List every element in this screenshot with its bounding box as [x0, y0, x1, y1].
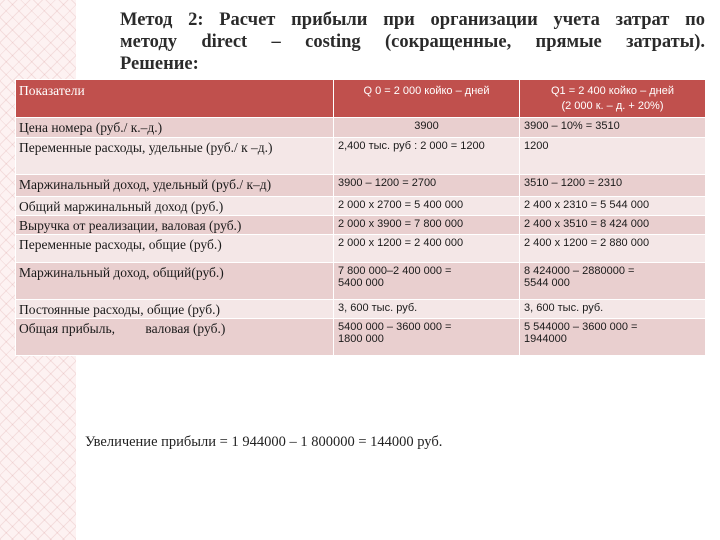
row-q1-line2: 1944000 [524, 333, 567, 345]
table-row [16, 175, 706, 197]
row-label: Маржинальный доход, удельный (руб./ к–д) [16, 175, 334, 197]
row-q1: 2 400 х 2310 = 5 544 000 [520, 197, 706, 216]
title-line-3: Решение: [120, 54, 199, 74]
row-q0: 3900 – 1200 = 2700 [334, 175, 520, 197]
title-line-2: методу direct – costing (сокращенные, прямые затраты). [120, 32, 705, 52]
table-row [16, 197, 706, 216]
row-q0-line2: 5400 000 [338, 277, 384, 289]
row-q0: 2,400 тыс. руб : 2 000 = 1200 [334, 138, 520, 175]
table-row [16, 138, 706, 175]
header-q1-line1: Q1 = 2 400 койко – дней [550, 85, 675, 97]
slide-title [120, 9, 705, 75]
header-q1 [520, 80, 706, 118]
title-line-1: Метод 2: Расчет прибыли при организации учета затрат по [120, 10, 705, 30]
row-q1: 2 400 х 3510 = 8 424 000 [520, 216, 706, 235]
table-row [16, 216, 706, 235]
row-q0-line2: 1800 000 [338, 333, 384, 345]
header-q0: Q 0 = 2 000 койко – дней [334, 80, 520, 118]
row-q1-line1: 8 424000 – 2880000 = [524, 265, 635, 277]
row-q1-line2: 5544 000 [524, 277, 570, 289]
row-q0: 2 000 х 2700 = 5 400 000 [334, 197, 520, 216]
profit-increase-text: Увеличение прибыли = 1 944000 – 1 800000 = 144000 руб. [85, 434, 443, 450]
row-q1: 1200 [520, 138, 706, 175]
row-q0-line1: 5400 000 – 3600 000 = [338, 321, 452, 333]
row-q1: 3510 – 1200 = 2310 [520, 175, 706, 197]
row-label: Маржинальный доход, общий(руб.) [16, 263, 334, 300]
table-row [16, 300, 706, 319]
row-q0 [334, 263, 520, 300]
table-row [16, 319, 706, 356]
row-q0-line1: 7 800 000–2 400 000 = [338, 265, 452, 277]
row-label: Переменные расходы, общие (руб.) [16, 235, 334, 263]
row-q1 [520, 263, 706, 300]
table-row [16, 235, 706, 263]
row-label: Общий маржинальный доход (руб.) [16, 197, 334, 216]
row-q0: 2 000 х 1200 = 2 400 000 [334, 235, 520, 263]
row-label: Постоянные расходы, общие (руб.) [16, 300, 334, 319]
header-q1-line2: (2 000 к. – д. + 20%) [561, 100, 664, 112]
header-indicators: Показатели [16, 80, 334, 118]
row-q0 [334, 319, 520, 356]
row-q0: 2 000 х 3900 = 7 800 000 [334, 216, 520, 235]
row-label: Переменные расходы, удельные (руб./ к –д.) [16, 138, 334, 175]
table-row [16, 118, 706, 138]
row-q1-line1: 5 544000 – 3600 000 = [524, 321, 638, 333]
row-q1: 3, 600 тыс. руб. [520, 300, 706, 319]
row-q0: 3, 600 тыс. руб. [334, 300, 520, 319]
row-q1: 2 400 х 1200 = 2 880 000 [520, 235, 706, 263]
row-q1 [520, 319, 706, 356]
row-label: Выручка от реализации, валовая (руб.) [16, 216, 334, 235]
row-label: Цена номера (руб./ к.–д.) [16, 118, 334, 138]
table-row [16, 263, 706, 300]
row-label: Общая прибыль, валовая (руб.) [16, 319, 334, 356]
table-header-row [16, 80, 706, 118]
row-q0: 3900 [334, 118, 520, 138]
row-q1: 3900 – 10% = 3510 [520, 118, 706, 138]
profit-table [15, 79, 706, 356]
